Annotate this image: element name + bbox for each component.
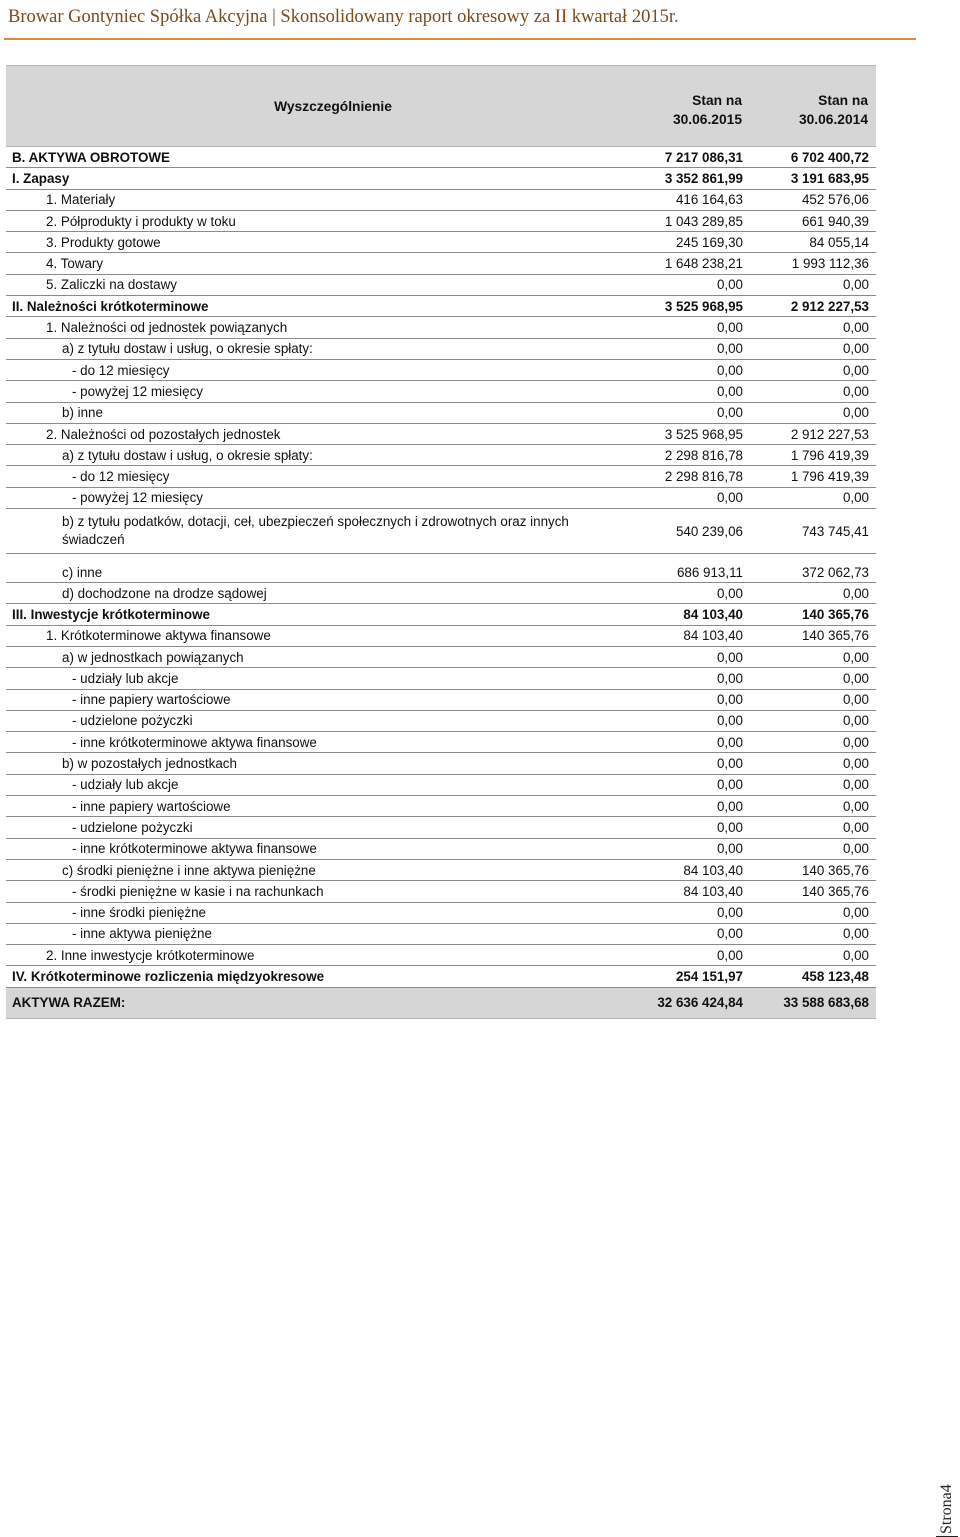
- row-value-2014: 1 993 112,36: [750, 253, 876, 274]
- row-value-2014: 0,00: [750, 381, 876, 402]
- column-header-2015-line1: Stan na: [692, 93, 742, 108]
- row-value-2015: 0,00: [620, 945, 750, 966]
- table-row: [6, 966, 876, 987]
- table-row: [6, 838, 876, 859]
- row-label: - inne aktywa pieniężne: [6, 923, 620, 944]
- row-label: I. Zapasy: [6, 168, 620, 189]
- total-value-2014: 33 588 683,68: [750, 987, 876, 1018]
- row-value-2015: 2 298 816,78: [620, 466, 750, 487]
- table-row: [6, 189, 876, 210]
- row-value-2014: 0,00: [750, 923, 876, 944]
- row-value-2015: 0,00: [620, 274, 750, 295]
- row-value-2014: 0,00: [750, 710, 876, 731]
- row-value-2015: 0,00: [620, 796, 750, 817]
- row-value-2014: 6 702 400,72: [750, 147, 876, 168]
- row-value-2014: 3 191 683,95: [750, 168, 876, 189]
- row-label: - powyżej 12 miesięcy: [6, 487, 620, 508]
- row-value-2014: 0,00: [750, 583, 876, 604]
- row-value-2014: 84 055,14: [750, 232, 876, 253]
- row-value-2014: 458 123,48: [750, 966, 876, 987]
- row-value-2014: 0,00: [750, 817, 876, 838]
- row-value-2014: 0,00: [750, 732, 876, 753]
- row-label: 2. Należności od pozostałych jednostek: [6, 423, 620, 444]
- row-label: 2. Inne inwestycje krótkoterminowe: [6, 945, 620, 966]
- page-number: 4: [938, 1484, 955, 1493]
- row-label: - inne krótkoterminowe aktywa finansowe: [6, 838, 620, 859]
- table-row: [6, 296, 876, 317]
- row-label: - udzielone pożyczki: [6, 710, 620, 731]
- total-row: [6, 987, 876, 1018]
- row-label: b) inne: [6, 402, 620, 423]
- table-row: [6, 402, 876, 423]
- table-row: [6, 210, 876, 231]
- table-row: [6, 732, 876, 753]
- row-label: B. AKTYWA OBROTOWE: [6, 147, 620, 168]
- row-value-2015: 3 352 861,99: [620, 168, 750, 189]
- table-row: [6, 168, 876, 189]
- table-row: [6, 381, 876, 402]
- row-value-2015: 1 648 238,21: [620, 253, 750, 274]
- row-value-2015: 3 525 968,95: [620, 296, 750, 317]
- row-value-2015: 0,00: [620, 317, 750, 338]
- table-row: [6, 689, 876, 710]
- row-value-2014: 0,00: [750, 402, 876, 423]
- row-label: 3. Produkty gotowe: [6, 232, 620, 253]
- row-label: - inne papiery wartościowe: [6, 689, 620, 710]
- table-row: [6, 859, 876, 880]
- table-row: [6, 232, 876, 253]
- row-value-2015: 0,00: [620, 359, 750, 380]
- row-value-2014: 0,00: [750, 487, 876, 508]
- row-value-2015: 84 103,40: [620, 625, 750, 646]
- row-value-2015: 0,00: [620, 381, 750, 402]
- total-label: AKTYWA RAZEM:: [6, 987, 620, 1018]
- row-value-2014: 743 745,41: [750, 509, 876, 554]
- table-header-row: [6, 66, 876, 147]
- row-label: - środki pieniężne w kasie i na rachunkach: [6, 881, 620, 902]
- row-label: c) środki pieniężne i inne aktywa pieniężne: [6, 859, 620, 880]
- row-value-2015: 3 525 968,95: [620, 423, 750, 444]
- row-label: - inne środki pieniężne: [6, 902, 620, 923]
- table-row: [6, 147, 876, 168]
- row-value-2015: 0,00: [620, 710, 750, 731]
- table-row: [6, 317, 876, 338]
- row-value-2015: 540 239,06: [620, 509, 750, 554]
- table-row: [6, 274, 876, 295]
- table-row: [6, 554, 876, 583]
- row-label: 1. Krótkoterminowe aktywa finansowe: [6, 625, 620, 646]
- row-label: - inne papiery wartościowe: [6, 796, 620, 817]
- column-header-2014-line1: Stan na: [818, 93, 868, 108]
- row-value-2015: 2 298 816,78: [620, 445, 750, 466]
- total-value-2015: 32 636 424,84: [620, 987, 750, 1018]
- row-label: d) dochodzone na drodze sądowej: [6, 583, 620, 604]
- row-value-2015: 0,00: [620, 668, 750, 689]
- row-value-2014: 1 796 419,39: [750, 445, 876, 466]
- page-label: Strona: [938, 1492, 955, 1534]
- table-row: [6, 253, 876, 274]
- row-label: a) z tytułu dostaw i usług, o okresie spłaty:: [6, 338, 620, 359]
- row-value-2014: 0,00: [750, 774, 876, 795]
- row-value-2014: 0,00: [750, 338, 876, 359]
- row-value-2015: 0,00: [620, 487, 750, 508]
- table-row: [6, 646, 876, 667]
- row-label: - udziały lub akcje: [6, 774, 620, 795]
- row-value-2014: 0,00: [750, 668, 876, 689]
- row-label: II. Należności krótkoterminowe: [6, 296, 620, 317]
- row-label: - powyżej 12 miesięcy: [6, 381, 620, 402]
- table-row: [6, 583, 876, 604]
- table-row: [6, 423, 876, 444]
- row-value-2015: 0,00: [620, 923, 750, 944]
- table-row: [6, 338, 876, 359]
- row-value-2014: 140 365,76: [750, 625, 876, 646]
- table-row: [6, 753, 876, 774]
- row-value-2015: 0,00: [620, 646, 750, 667]
- row-value-2015: 0,00: [620, 402, 750, 423]
- row-value-2014: 2 912 227,53: [750, 296, 876, 317]
- row-value-2014: 0,00: [750, 838, 876, 859]
- table-row: [6, 945, 876, 966]
- table-row: [6, 445, 876, 466]
- row-label: III. Inwestycje krótkoterminowe: [6, 604, 620, 625]
- table-row: [6, 604, 876, 625]
- row-value-2014: 372 062,73: [750, 554, 876, 583]
- row-value-2015: 0,00: [620, 774, 750, 795]
- row-value-2014: 1 796 419,39: [750, 466, 876, 487]
- row-value-2014: 140 365,76: [750, 604, 876, 625]
- row-value-2014: 0,00: [750, 274, 876, 295]
- row-label: b) z tytułu podatków, dotacji, ceł, ubezpieczeń społecznych i zdrowotnych oraz innych świadczeń: [6, 509, 620, 554]
- row-label: IV. Krótkoterminowe rozliczenia międzyokresowe: [6, 966, 620, 987]
- row-value-2014: 0,00: [750, 945, 876, 966]
- row-value-2014: 0,00: [750, 359, 876, 380]
- row-label: - inne krótkoterminowe aktywa finansowe: [6, 732, 620, 753]
- table-row: [6, 625, 876, 646]
- table-row: [6, 881, 876, 902]
- row-value-2015: 84 103,40: [620, 859, 750, 880]
- row-value-2015: 0,00: [620, 817, 750, 838]
- row-value-2014: 0,00: [750, 796, 876, 817]
- page-number-footer: [936, 1462, 958, 1537]
- row-value-2015: 0,00: [620, 689, 750, 710]
- row-value-2014: 0,00: [750, 902, 876, 923]
- column-header-2015: [620, 66, 750, 147]
- table-row: [6, 902, 876, 923]
- row-label: - do 12 miesięcy: [6, 359, 620, 380]
- document-title: Browar Gontyniec Spółka Akcyjna | Skonsolidowany raport okresowy za II kwartał 2015r.: [8, 7, 679, 27]
- row-label: 1. Materiały: [6, 189, 620, 210]
- row-value-2014: 140 365,76: [750, 881, 876, 902]
- table-row: [6, 668, 876, 689]
- row-label: - udzielone pożyczki: [6, 817, 620, 838]
- row-value-2014: 661 940,39: [750, 210, 876, 231]
- row-value-2015: 416 164,63: [620, 189, 750, 210]
- assets-table: [6, 65, 876, 1019]
- column-header-2015-line2: 30.06.2015: [672, 112, 742, 127]
- row-label: 1. Należności od jednostek powiązanych: [6, 317, 620, 338]
- row-value-2014: 0,00: [750, 317, 876, 338]
- table-row: [6, 466, 876, 487]
- table-row: [6, 710, 876, 731]
- row-value-2015: 84 103,40: [620, 604, 750, 625]
- row-label: - do 12 miesięcy: [6, 466, 620, 487]
- row-value-2015: 0,00: [620, 838, 750, 859]
- row-value-2015: 254 151,97: [620, 966, 750, 987]
- row-value-2015: 84 103,40: [620, 881, 750, 902]
- row-label: 4. Towary: [6, 253, 620, 274]
- row-value-2014: 452 576,06: [750, 189, 876, 210]
- row-label: - udziały lub akcje: [6, 668, 620, 689]
- row-value-2014: 2 912 227,53: [750, 423, 876, 444]
- row-value-2015: 245 169,30: [620, 232, 750, 253]
- column-header-2014-line2: 30.06.2014: [798, 112, 868, 127]
- row-value-2015: 1 043 289,85: [620, 210, 750, 231]
- table-row: [6, 774, 876, 795]
- column-header-2014: [750, 66, 876, 147]
- row-value-2015: 0,00: [620, 902, 750, 923]
- column-header-description: Wyszczególnienie: [6, 66, 620, 147]
- row-value-2015: 0,00: [620, 753, 750, 774]
- table-row: [6, 923, 876, 944]
- title-divider: [4, 38, 916, 40]
- row-label: a) w jednostkach powiązanych: [6, 646, 620, 667]
- table-row: [6, 487, 876, 508]
- row-label: b) w pozostałych jednostkach: [6, 753, 620, 774]
- row-value-2014: 0,00: [750, 689, 876, 710]
- table-row: [6, 509, 876, 554]
- row-label: 2. Półprodukty i produkty w toku: [6, 210, 620, 231]
- row-label: a) z tytułu dostaw i usług, o okresie spłaty:: [6, 445, 620, 466]
- row-value-2014: 140 365,76: [750, 859, 876, 880]
- row-value-2015: 0,00: [620, 338, 750, 359]
- table-row: [6, 796, 876, 817]
- row-label: c) inne: [6, 554, 620, 583]
- row-value-2014: 0,00: [750, 646, 876, 667]
- row-value-2015: 7 217 086,31: [620, 147, 750, 168]
- row-value-2014: 0,00: [750, 753, 876, 774]
- row-value-2015: 686 913,11: [620, 554, 750, 583]
- table-row: [6, 817, 876, 838]
- row-value-2015: 0,00: [620, 583, 750, 604]
- row-label: 5. Zaliczki na dostawy: [6, 274, 620, 295]
- row-value-2015: 0,00: [620, 732, 750, 753]
- table-row: [6, 359, 876, 380]
